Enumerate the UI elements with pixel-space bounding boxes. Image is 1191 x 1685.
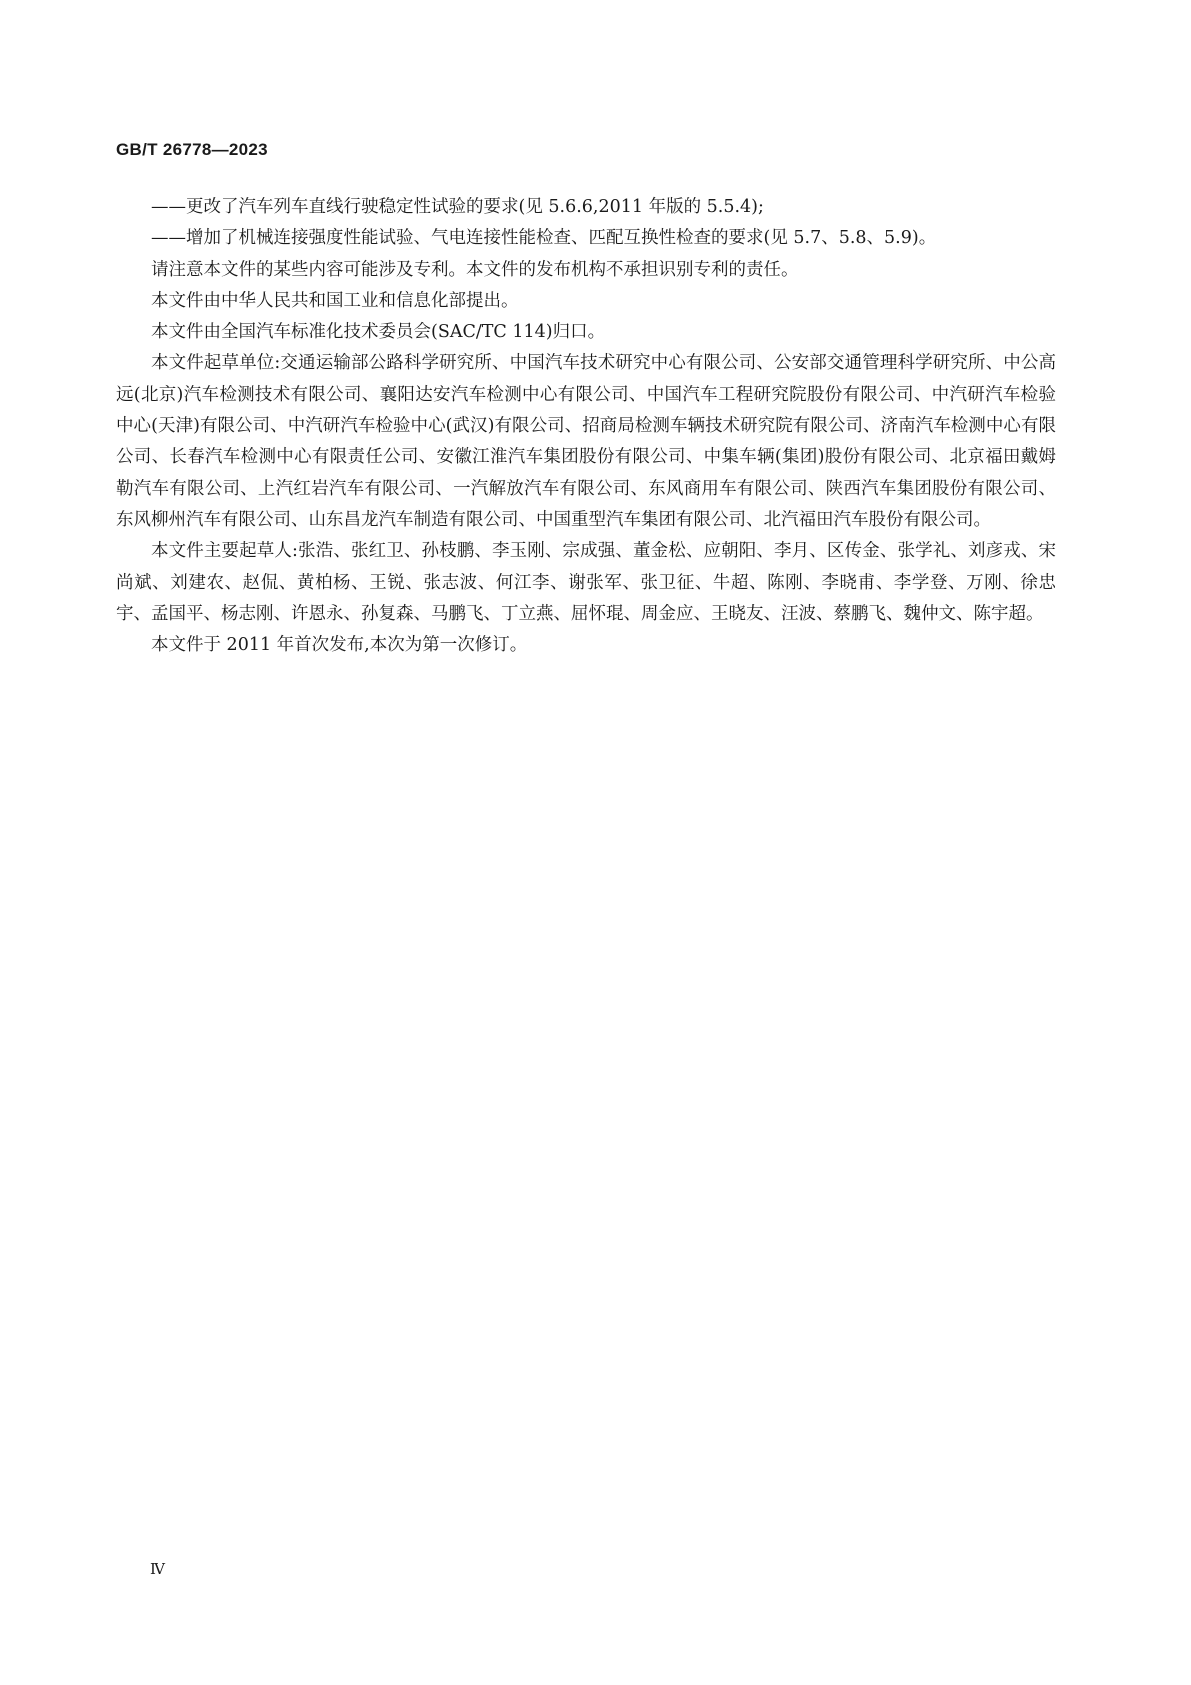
committee-statement: 本文件由全国汽车标准化技术委员会(SAC/TC 114)归口。 xyxy=(151,322,606,343)
revision-history: 本文件于 2011 年首次发布,本次为第一次修订。 xyxy=(151,635,528,656)
change-item-added-tests: ——增加了机械连接强度性能试验、气电连接性能检查、匹配互换性检查的要求(见 5.7、5.8、5.9)。 xyxy=(151,228,937,249)
patent-notice: 请注意本文件的某些内容可能涉及专利。本文件的发布机构不承担识别专利的责任。 xyxy=(151,259,799,280)
proposer-statement: 本文件由中华人民共和国工业和信息化部提出。 xyxy=(151,290,519,311)
drafting-persons: 本文件主要起草人:张浩、张红卫、孙枝鹏、李玉刚、宗成强、董金松、应朝阳、李月、区传金、张学礼、刘彦戎、宋尚斌、刘建农、赵侃、黄柏杨、王锐、张志波、何江李、谢张军、张卫征、牛超、陈刚、李晓甫、李学登、万刚、徐忠宇、孟国平、杨志刚、许恩永、孙复森、马鹏飞、丁立燕、屈怀琨、周金应、王晓友、汪波、蔡鹏飞、魏仲文、陈宇超。 xyxy=(116,541,1056,624)
drafting-organizations: 本文件起草单位:交通运输部公路科学研究所、中国汽车技术研究中心有限公司、公安部交通管理科学研究所、中公高远(北京)汽车检测技术有限公司、襄阳达安汽车检测中心有限公司、中国汽车工程研究院股份有限公司、中汽研汽车检验中心(天津)有限公司、中汽研汽车检验中心(武汉)有限公司、招商局检测车辆技术研究院有限公司、济南汽车检测中心有限公司、长春汽车检测中心有限责任公司、安徽江淮汽车集团股份有限公司、中集车辆(集团)股份有限公司、北京福田戴姆勒汽车有限公司、上汽红岩汽车有限公司、一汽解放汽车有限公司、东风商用车有限公司、陕西汽车集团股份有限公司、东风柳州汽车有限公司、山东昌龙汽车制造有限公司、中国重型汽车集团有限公司、北汽福田汽车股份有限公司。 xyxy=(116,353,1056,530)
foreword-body xyxy=(116,192,1056,661)
page-number: Ⅳ xyxy=(150,1560,165,1578)
standard-number-header: GB/T 26778—2023 xyxy=(116,140,268,159)
change-item-stability-test: ——更改了汽车列车直线行驶稳定性试验的要求(见 5.6.6,2011 年版的 5.5.4); xyxy=(151,197,764,217)
